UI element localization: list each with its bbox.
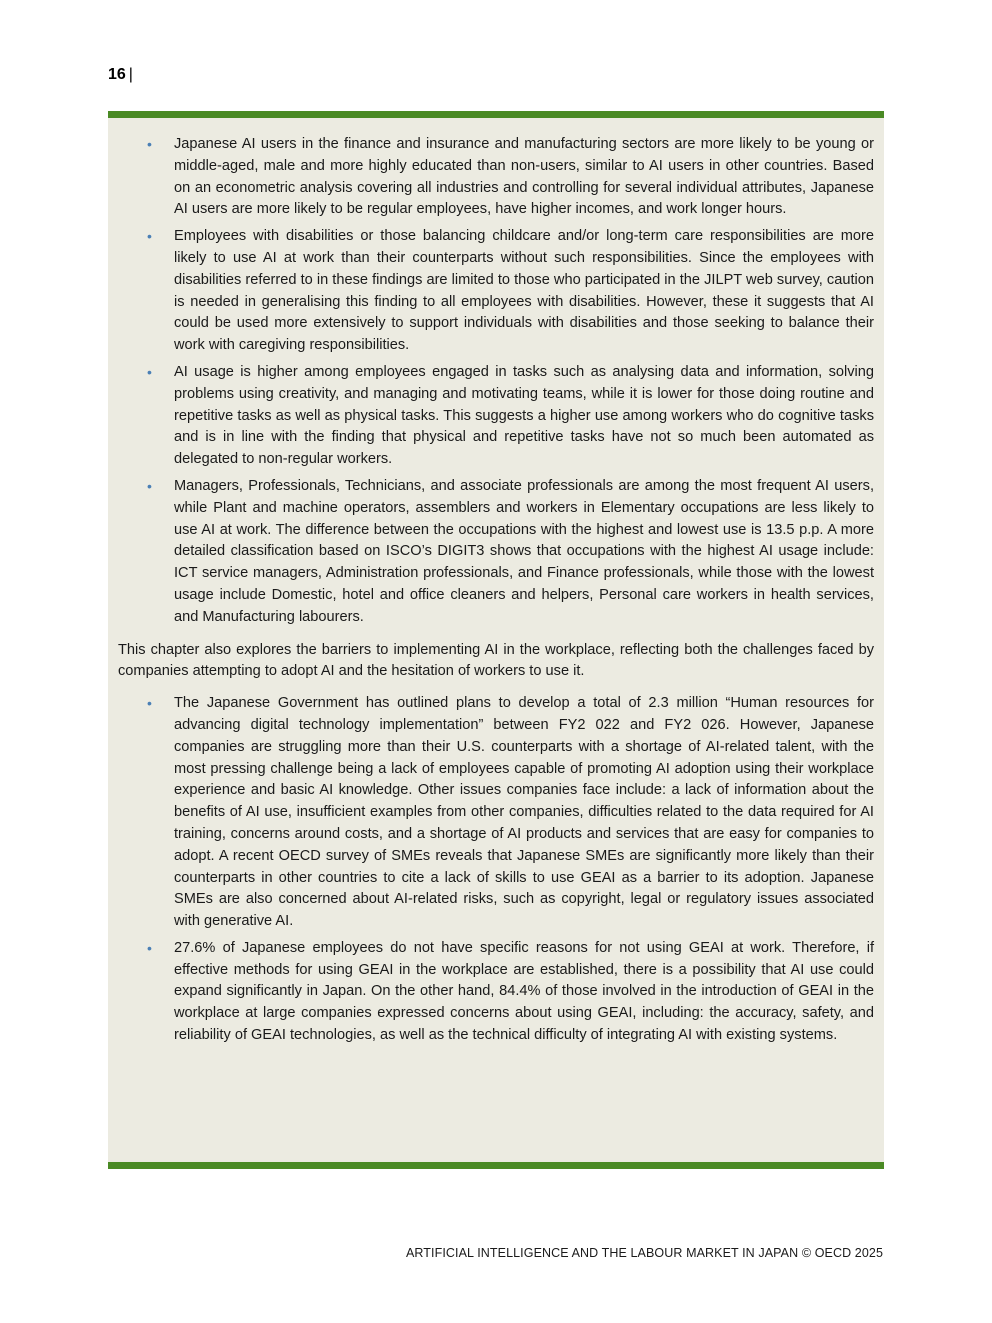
list-item: [118, 693, 874, 933]
page-footer: ARTIFICIAL INTELLIGENCE AND THE LABOUR MARKET IN JAPAN © OECD 2025: [405, 1246, 883, 1260]
bullet-icon: •: [147, 136, 152, 152]
list-item: [118, 476, 874, 629]
list-item: [118, 938, 874, 1047]
page-number-value: 16: [108, 66, 126, 83]
bullet-icon: •: [147, 228, 152, 245]
page-number: [108, 66, 133, 84]
bullet-icon: •: [147, 363, 152, 380]
list-item-text: 27.6% of Japanese employees do not have specific reasons for not using GEAI at work. Therefore, if effective methods for using GEAI in the workplace are established, there is a possibility that AI use could expand significantly in Japan. On the other hand, 84.4% of those involved in the introduction of GEAI in the workplace at large companies expressed concerns about using GEAI, including: the accuracy, safety, and reliability of GEAI technologies, as well as the technical difficulty of integrating AI with existing systems.: [174, 939, 874, 1044]
bullet-list-2: [118, 693, 874, 1047]
list-item: [118, 226, 874, 357]
list-item: [118, 134, 874, 221]
page-number-separator: |: [128, 66, 133, 83]
bullet-list-1: [118, 134, 874, 629]
list-item-text: Employees with disabilities or those balancing childcare and/or long-term care responsibilities are more likely to use AI at work than their counterparts without such responsibilities. Since the employees with disabilities referred to in these findings are limited to those who participated in the JILPT web survey, caution is needed in generalising this finding to all employees with disabilities. However, these it suggests that AI could be used more extensively to support individuals with disabilities and those seeking to balance their work with caregiving responsibilities.: [174, 228, 874, 354]
list-item-text: Managers, Professionals, Technicians, and associate professionals are among the most frequent AI users, while Plant and machine operators, assemblers and workers in Elementary occupations are less likely to use AI at work. The difference between the occupations with the highest and lowest use is 13.5 p.p. A more detailed classification based on ISCO’s DIGIT3 shows that occupations with the highest AI usage include: ICT service managers, Administration professionals, and Finance professionals, while those with the lowest usage include Domestic, hotel and office cleaners and helpers, Personal care workers in health services, and Manufacturing labourers.: [174, 477, 874, 625]
list-item: [118, 362, 874, 471]
bullet-icon: •: [147, 939, 152, 956]
list-item-text: The Japanese Government has outlined plans to develop a total of 2.3 million “Human resources for advancing digital technology implementation” between FY2 022 and FY2 026. However, Japanese companies are struggling more than their U.S. counterparts with a shortage of AI-related talent, with the most pressing challenge being a lack of employees capable of promoting AI adoption using their workplace experience and basic AI knowledge. Other issues companies face include: a lack of information about the benefits of AI use, insufficient examples from other companies, difficulties related to the data required for AI training, concerns around costs, and a shortage of AI products and services that are easy for companies to adopt. A recent OECD survey of SMEs reveals that Japanese SMEs are significantly more likely than their counterparts in other countries to cite a lack of skills to use GEAI as a barrier to its adoption. Japanese SMEs are also concerned about AI-related risks, such as copyright, legal or regulatory issues associated with generative AI.: [174, 695, 874, 930]
list-item-text: AI usage is higher among employees engaged in tasks such as analysing data and information, solving problems using creativity, and managing and motivating teams, while it is lower for those doing routine and repetitive tasks as well as physical tasks. This suggests a higher use among workers who do cognitive tasks and is in line with the finding that physical and repetitive tasks have not so much been automated as delegated to non-regular workers.: [174, 363, 874, 468]
bullet-icon: •: [147, 477, 152, 494]
bullet-icon: •: [147, 695, 152, 712]
summary-box: [108, 111, 884, 1169]
barriers-paragraph: This chapter also explores the barriers to implementing AI in the workplace, reflecting both the challenges faced by companies attempting to adopt AI and the hesitation of workers to use it.: [118, 641, 874, 680]
list-item-text: Japanese AI users in the finance and insurance and manufacturing sectors are more likely to be young or middle-aged, male and more highly educated than non-users, similar to AI users in other countries. Based on an econometric analysis covering all industries and controlling for several individual attributes, Japanese AI users are more likely to be regular employees, have higher incomes, and work longer hours.: [174, 136, 874, 218]
